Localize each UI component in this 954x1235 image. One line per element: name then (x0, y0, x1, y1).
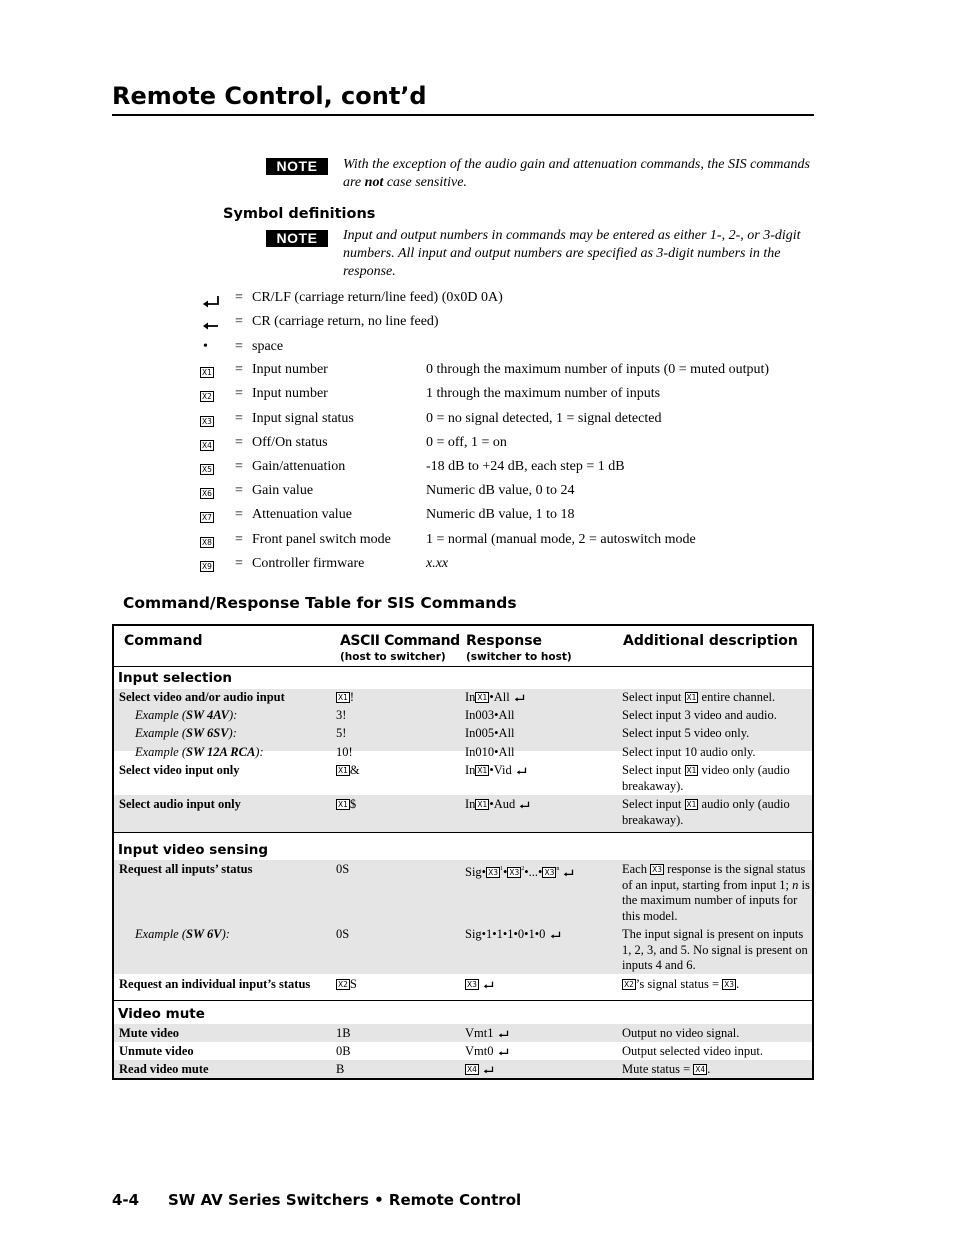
table-row-description: Select input 10 audio only. (622, 745, 756, 759)
table-row-command: Select audio input only (119, 797, 241, 811)
variable-box: X4 (467, 1065, 477, 1074)
table-row-ascii: 0S (336, 927, 350, 941)
example-row: Example (SW 12A RCA): (135, 745, 264, 759)
variable-box: X4 (695, 1065, 706, 1074)
footer-text: SW AV Series Switchers • Remote Control (168, 1191, 522, 1209)
header-additional: Additional description (623, 633, 798, 649)
table-row-description: Select input 5 video only. (622, 726, 750, 740)
symbol-definitions-heading: Symbol definitions (223, 206, 376, 222)
title-rule (112, 114, 814, 116)
variable-box: X9 (202, 562, 212, 571)
table-row-response: In010•All (465, 745, 515, 759)
table-row-description: The input signal is present on inputs 1, 2, 3, and 5. No signal is present on inputs 4 and 6. (622, 927, 808, 972)
table-row-response: Sig• X3 $^1$• X3 $^2$•...• X3 $^n$ (465, 862, 617, 881)
note-text: With the exception of the audio gain and attenuation commands, the SIS commands are not case sensitive. (343, 157, 810, 190)
command-table-heading: Command/Response Table for SIS Commands (123, 594, 517, 612)
table-row-description: X2 ’s signal status = X3 . (624, 977, 740, 991)
table-row-ascii: X1 ! (338, 690, 355, 704)
table-row-command: Request an individual input’s status (119, 977, 311, 991)
variable-box: X2 (202, 392, 212, 401)
variable-box: X5 (202, 465, 212, 474)
table-row-ascii: X2 S (338, 977, 357, 991)
variable-box: X1 (338, 766, 348, 775)
return-arrow-icon (515, 764, 529, 776)
variable-box: X4 (202, 441, 212, 450)
command-response-table (112, 624, 814, 1080)
table-row-description: Select input 3 video and audio. (622, 708, 777, 722)
variable-box: X1 (477, 800, 488, 809)
return-arrow-icon (513, 691, 527, 703)
left-arrow-icon (200, 314, 224, 334)
section-input-video-sensing: Input video sensing (118, 842, 269, 858)
table-row-command: Unmute video (119, 1044, 194, 1058)
table-row-ascii: 0S (336, 862, 350, 876)
section-divider (114, 1000, 812, 1002)
variable-box: X1 (477, 766, 488, 775)
table-row-description: Output selected video input. (622, 1044, 763, 1058)
table-row-command: Read video mute (119, 1062, 209, 1076)
table-row-description: Select input X1 audio only (audio breakaway). (622, 797, 790, 827)
table-header (114, 626, 812, 667)
table-row-command: Select video and/or audio input (119, 690, 285, 704)
return-arrow-icon (518, 798, 532, 810)
table-row-response: In X1 •Aud (465, 797, 617, 813)
table-row-command: Mute video (119, 1026, 180, 1040)
variable-box: X1 (477, 693, 488, 702)
table-row-description: Each X3 response is the signal status of an input, starting from input 1; n is the maximum number of inputs for this model. (622, 862, 810, 923)
variable-box: X2 (338, 980, 348, 989)
table-row-ascii: X1 $ (338, 797, 357, 811)
variable-box: X1 (202, 368, 212, 377)
variable-box: X7 (202, 513, 212, 522)
footer-page-number: 4-4 (112, 1191, 140, 1209)
table-row-response: Vmt1 (465, 1026, 617, 1042)
variable-box: X1 (686, 693, 697, 702)
table-row-ascii: X1 & (338, 763, 360, 777)
table-row-ascii: B (336, 1062, 345, 1076)
table-row-ascii: 5! (336, 726, 347, 740)
return-arrow-icon (497, 1027, 511, 1039)
example-row: Example (SW 6SV): (135, 726, 237, 740)
table-row-ascii: 10! (336, 745, 353, 759)
table-row-command: Select video input only (119, 763, 240, 777)
table-row-response: In X1 •All (465, 690, 617, 706)
return-arrow-icon (562, 866, 576, 878)
table-row-response: In003•All (465, 708, 515, 722)
return-arrow-icon (482, 1063, 496, 1075)
table-row-ascii: 0B (336, 1044, 351, 1058)
page-title: Remote Control, cont’d (112, 82, 427, 110)
variable-box: X1 (686, 766, 697, 775)
return-arrow-icon (497, 1045, 511, 1057)
note-badge: NOTE (266, 158, 328, 175)
variable-box: X1 (338, 693, 348, 702)
section-input-selection: Input selection (118, 670, 233, 686)
return-arrow-icon (200, 290, 224, 310)
table-row-description: Mute status = X4 . (622, 1062, 711, 1076)
header-response: Response (466, 633, 543, 649)
section-video-mute: Video mute (118, 1006, 205, 1022)
header-command: Command (124, 633, 203, 649)
header-ascii: ASCII Command (340, 633, 460, 649)
note-emphasis: not (364, 175, 384, 190)
variable-box: X3 (652, 865, 663, 874)
variable-box: X1 (686, 800, 697, 809)
variable-box: X3 (202, 417, 212, 426)
variable-box: X8 (202, 538, 212, 547)
table-row-response: In005•All (465, 726, 515, 740)
table-row-response: Vmt0 (465, 1044, 617, 1060)
table-row-response (465, 977, 617, 993)
table-row-response (465, 1062, 617, 1078)
variable-box: X3 (724, 980, 735, 989)
example-row: Example (SW 4AV): (135, 708, 238, 722)
note-text: Input and output numbers in commands may be entered as either 1-, 2-, or 3-digit numbers. All input and output numbers are specified as 3-digit numbers in the response. (343, 228, 801, 279)
section-divider (114, 832, 812, 834)
variable-box: X1 (338, 800, 348, 809)
header-response-sub: (switcher to host) (466, 651, 572, 663)
return-arrow-icon (482, 978, 496, 990)
table-row-ascii: 1B (336, 1026, 351, 1040)
variable-box: X3 (488, 868, 498, 877)
table-row-description: Select input X1 video only (audio breakaway). (622, 763, 790, 793)
table-row-description: Output no video signal. (622, 1026, 740, 1040)
variable-box: X6 (202, 489, 212, 498)
table-row-description: Select input X1 entire channel. (622, 690, 776, 704)
table-row-response: In X1 •Vid (465, 763, 617, 779)
table-row-ascii: 3! (336, 708, 347, 722)
variable-box: X3 (467, 980, 477, 989)
table-row-response: Sig•1•1•1•0•1•0 (465, 927, 617, 943)
space-bullet: • (203, 339, 208, 354)
variable-box: X3 (509, 868, 520, 877)
variable-box: X3 (544, 868, 555, 877)
example-row: Example (SW 6V): (135, 927, 230, 941)
note-badge: NOTE (266, 230, 328, 247)
table-row-command: Request all inputs’ status (119, 862, 253, 876)
return-arrow-icon (549, 928, 563, 940)
header-ascii-sub: (host to switcher) (340, 651, 446, 663)
variable-box: X2 (624, 980, 634, 989)
